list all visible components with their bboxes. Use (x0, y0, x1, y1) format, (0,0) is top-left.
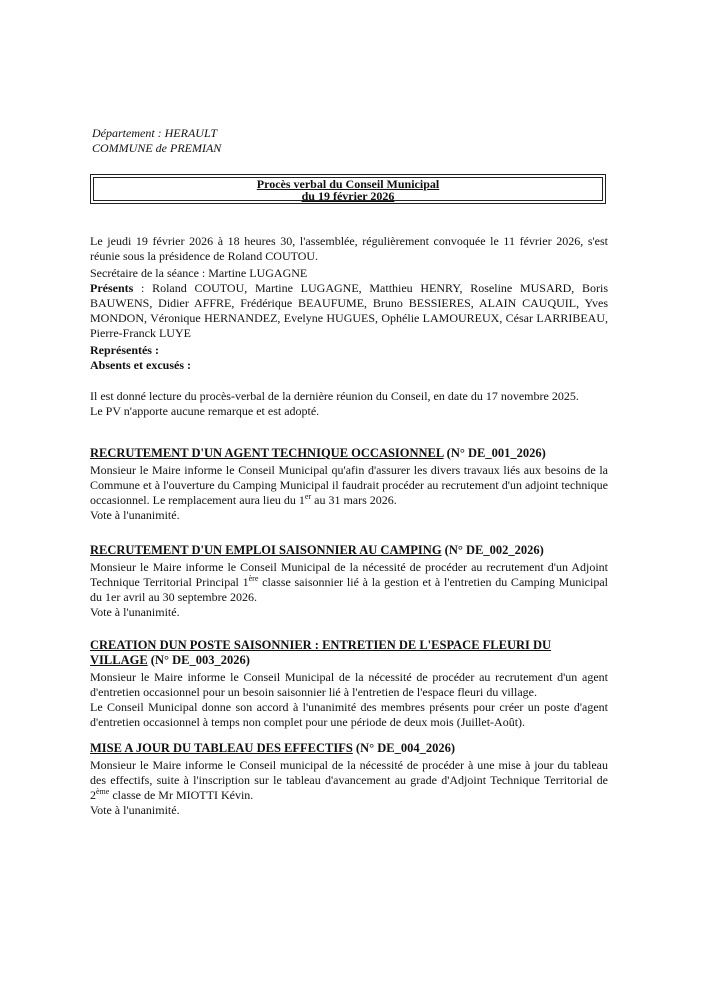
section-vote: Vote à l'unanimité. (90, 605, 180, 619)
section-tableau-effectifs (90, 741, 608, 818)
secretaire-line: Secrétaire de la séance : Martine LUGAGNE (90, 266, 308, 280)
section-body-2: Le Conseil Municipal donne son accord à l'unanimité des membres présents pour créer un poste d'agent d'entretien occasionnel à temps non complet pour une période de deux mois (Juillet-Août). (90, 700, 608, 729)
section-vote: Vote à l'unanimité. (90, 508, 180, 522)
section-body: Monsieur le Maire informe le Conseil municipal de la nécessité de procéder à une mise à jour du tableau des effectifs, suite à l'inscription sur le tableau d'avancement au grade d'Adjoint Technique Territorial de 2ème classe de Mr MIOTTI Kévin. (90, 758, 608, 802)
section-body-1: Monsieur le Maire informe le Conseil Municipal de la nécessité de procéder au recrutement d'un agent d'entretien occasionnel pour un besoin saisonnier lié à l'entretien de l'espace fleuri du village. (90, 670, 608, 699)
opening-text: Le jeudi 19 février 2026 à 18 heures 30, l'assemblée, régulièrement convoquée le 11 février 2026, s'est réunie sous la présidence de Roland COUTOU. (90, 234, 608, 263)
opening-paragraph (90, 234, 608, 264)
section-heading: RECRUTEMENT D'UN AGENT TECHNIQUE OCCASIONNEL (N° DE_001_2026) (90, 446, 546, 460)
presents-list: : Roland COUTOU, Martine LUGAGNE, Matthieu HENRY, Roseline MUSARD, Boris BAUWENS, Didier AFFRE, Frédérique BEAUFUME, Bruno BESSIERES, ALAIN CAUQUIL, Yves MONDON, Véronique HERNANDEZ, Evelyne HUGUES, Ophélie LAMOUREUX, César LARRIBEAU, Pierre-Franck LUYE (90, 281, 608, 340)
pv-text: Le PV n'apporte aucune remarque et est adopté. (90, 404, 320, 418)
section-heading: CREATION DUN POSTE SAISONNIER : ENTRETIEN DE L'ESPACE FLEURI DU VILLAGE (N° DE_003_2026) (90, 638, 552, 667)
title-box (90, 174, 606, 204)
section-poste-saisonnier-espace-fleuri (90, 638, 608, 730)
title-line-1: Procès verbal du Conseil Municipal (256, 177, 440, 191)
section-heading: RECRUTEMENT D'UN EMPLOI SAISONNIER AU CAMPING (N° DE_002_2026) (90, 543, 544, 557)
lecture-text: Il est donné lecture du procès-verbal de la dernière réunion du Conseil, en date du 17 novembre 2025. (90, 389, 579, 403)
title-line-2: du 19 février 2026 (301, 189, 395, 203)
section-body: Monsieur le Maire informe le Conseil Municipal de la nécessité de procéder au recrutement d'un Adjoint Technique Territorial Principal 1ère classe saisonnier lié à la gestion et à l'entretien du Camping Municipal du 1er avril au 30 septembre 2026. (90, 560, 608, 604)
section-vote: Vote à l'unanimité. (90, 803, 180, 817)
lecture-paragraph (90, 389, 608, 419)
presents-paragraph (90, 281, 608, 341)
section-heading: MISE A JOUR DU TABLEAU DES EFFECTIFS (N° DE_004_2026) (90, 741, 456, 755)
absents-line: Absents et excusés : (90, 358, 191, 372)
document-header (92, 126, 221, 156)
presents-label: Présents (90, 281, 134, 295)
departement-line: Département : HERAULT (92, 126, 218, 140)
section-emploi-saisonnier-camping (90, 543, 608, 620)
commune-line: COMMUNE de PREMIAN (92, 141, 222, 155)
section-body: Monsieur le Maire informe le Conseil Municipal qu'afin d'assurer les divers travaux liés aux besoins de la Commune et à l'ouverture du Camping Municipal il faudrait procéder au recrutement d'un adjoint technique occasionnel. Le remplacement aura lieu du 1er au 31 mars 2026. (90, 463, 608, 507)
section-recrutement-agent-technique (90, 446, 608, 523)
representes-line: Représentés : (90, 343, 159, 357)
